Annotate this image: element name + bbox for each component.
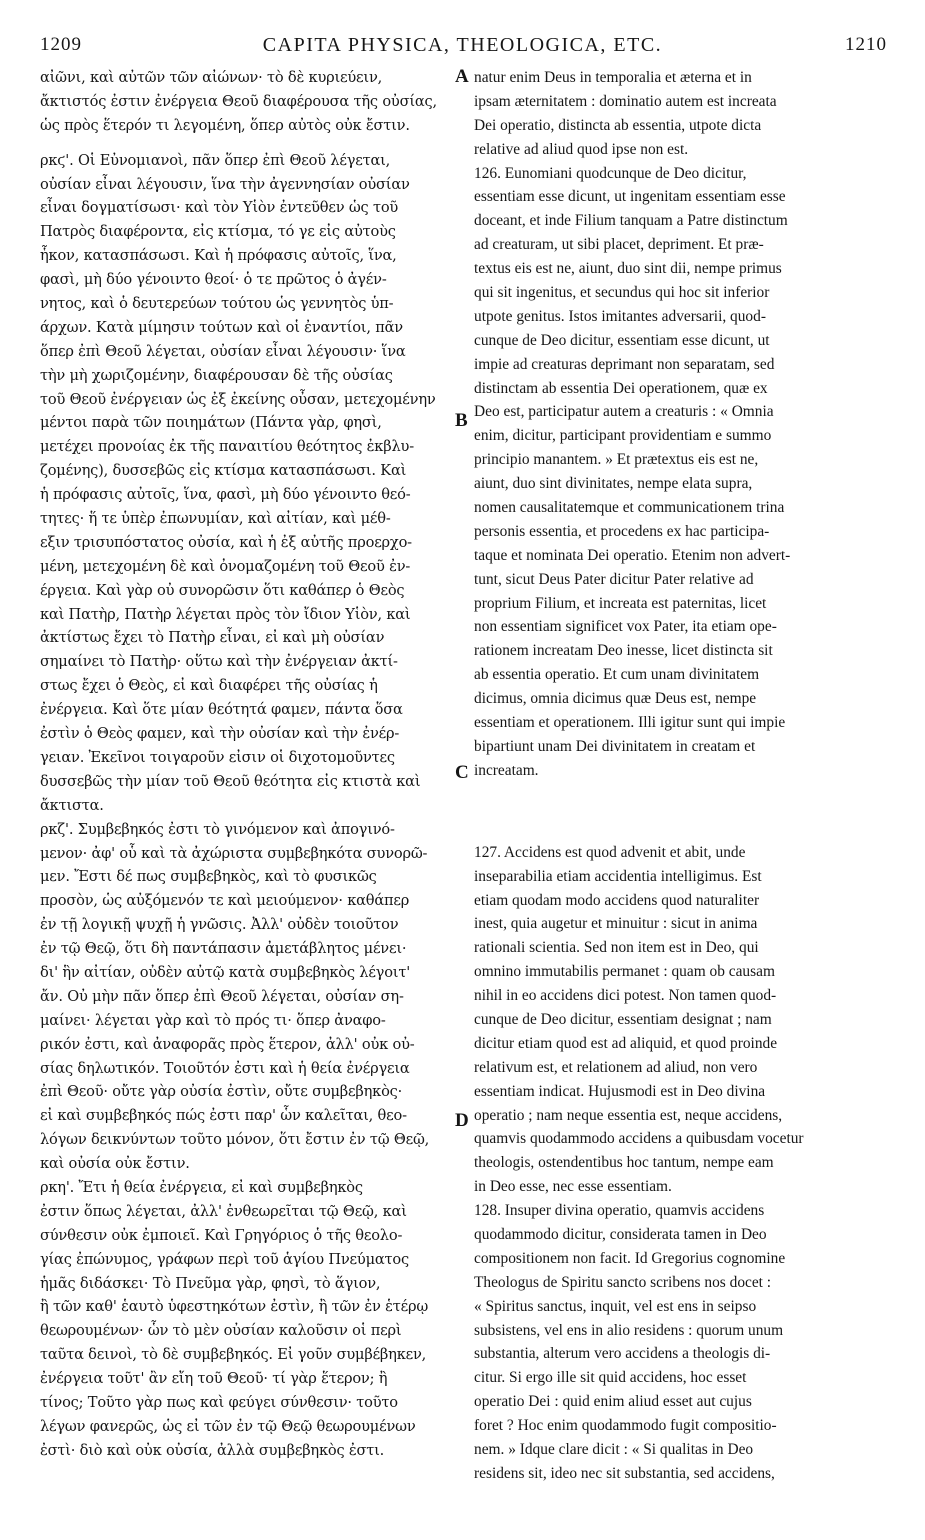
latin-text-line: rationem increatam Deo inesse, licet distincta sit	[474, 642, 773, 660]
latin-text-line: doceant, et inde Filium tanquam a Patre distinctum	[474, 212, 788, 230]
latin-text-line: utpote genitus. Istos imitantes adversarii, quod-	[474, 307, 766, 325]
latin-text-line: 126. Eunomiani quodcunque de Deo dicitur,	[474, 164, 747, 182]
greek-text-line: ταῦτα δεινοὶ, τὸ δὲ συμβεβηκός. Εἰ γοῦν συμβέβηκεν,	[40, 1346, 427, 1364]
greek-text-line: στως ἔχει ὁ Θεὸς, εἰ καὶ διαφέρει τῆς οὐσίας ἡ	[40, 677, 378, 695]
greek-text-line: σημαίνει τὸ Πατὴρ· οὕτω καὶ τὴν ἐνέργειαν ἀκτί-	[40, 653, 398, 671]
greek-text-line: τητες· ἥ τε ὑπὲρ ἐπωνυμίαν, καὶ αἰτίαν, καὶ μέθ-	[40, 510, 391, 528]
column-gap	[474, 783, 890, 841]
latin-text-line: quodammodo dicitur, considerata tamen in Deo	[474, 1225, 767, 1243]
greek-text-line: ἄν. Οὐ μὴν πᾶν ὅπερ ἐπὶ Θεοῦ λέγεται, οὐσίαν ση-	[40, 987, 404, 1005]
latin-text-line: compositionem non facit. Id Gregorius cognomine	[474, 1249, 786, 1267]
section-marker-c: C	[455, 762, 469, 783]
latin-text-line: taque et nominata Dei operatio. Etenim non advert-	[474, 546, 791, 564]
latin-text-line: quamvis quodammodo accidens a quibusdam vocetur	[474, 1130, 804, 1148]
greek-text-line: ἐπὶ Θεοῦ· οὔτε γὰρ οὐσία ἐστὶν, οὔτε συμβεβηκὸς·	[40, 1083, 403, 1101]
greek-text-line: μενον· ἀφ' οὗ καὶ τὰ ἀχώριστα συμβεβηκότα συνορῶ-	[40, 844, 428, 862]
greek-text-line: ἄκτιστα.	[40, 796, 104, 814]
greek-text-line: σύνθεσιν οὐκ ἐμποιεῖ. Καὶ Γρηγόριος ὁ τῆς θεολο-	[40, 1226, 403, 1244]
greek-text-line: εξιν τρισυπόστατος οὐσία, καὶ ἡ ἐξ αὐτῆς προερχο-	[40, 533, 412, 551]
greek-text-line: ἧκον, κατασπάσωσι. Καὶ ἡ πρόφασις αὐτοῖς, ἵνα,	[40, 247, 397, 265]
latin-text-line: inseparabilia etiam accidentia intelligimus. Est	[474, 867, 762, 885]
latin-text-line: inest, quia augetur et minuitur : sicut in anima	[474, 915, 758, 933]
latin-text-line: qui sit ingenitus, et secundus qui hoc sit inferior	[474, 284, 770, 302]
latin-text-line: Theologus de Spiritu sancto scribens nos docet :	[474, 1273, 772, 1291]
greek-text-line: ὡς πρὸς ἕτερόν τι λεγομένη, ὅπερ αὐτὸς οὐκ ἔστιν.	[40, 116, 410, 134]
latin-text-line: omnino immutabilis permanet : quam ob causam	[474, 963, 775, 981]
greek-text-line: τίνος; Τοῦτο γὰρ πως καὶ φεύγει σύνθεσιν· τοῦτο	[40, 1393, 398, 1411]
latin-text-line: nem. » Idque clare dicit : « Si qualitas in Deo	[474, 1440, 754, 1458]
greek-text-line: μαίνει· λέγεται γὰρ καὶ τὸ πρός τι· ὅπερ ἀναφο-	[40, 1011, 386, 1029]
latin-text-line: non essentiam significet vox Pater, ita etiam ope-	[474, 618, 777, 636]
greek-text-line: εἰ καὶ συμβεβηκός πώς ἐστι παρ' ὧν καλεῖται, θεο-	[40, 1107, 407, 1125]
greek-column	[40, 66, 458, 1463]
latin-text-line: tunt, sicut Deus Pater dicitur Pater relative ad	[474, 570, 754, 588]
greek-text-line: μεν. Ἔστι δέ πως συμβεβηκὸς, καὶ τὸ φυσικῶς	[40, 868, 377, 886]
latin-text-line: dicitur etiam quod est ad aliquid, et quod proinde	[474, 1034, 778, 1052]
latin-text-line: 127. Accidens est quod advenit et abit, unde	[474, 843, 746, 861]
greek-text-line: φασὶ, μὴ δύο γένοιντο θεοί· ὁ τε πρῶτος ὁ ἀγέν-	[40, 271, 387, 289]
greek-text-line: ρκϛ'. Οἱ Εὐνομιανοὶ, πᾶν ὅπερ ἐπὶ Θεοῦ λέγεται,	[40, 151, 391, 169]
greek-text-line: ἐστὶ· διὸ καὶ οὐκ οὐσία, ἀλλὰ συμβεβηκὸς ἐστι.	[40, 1441, 385, 1459]
greek-text-line: ἐστιν ὅπως λέγεται, ἀλλ' ἐνθεωρεῖται τῷ Θεῷ, καὶ	[40, 1202, 407, 1220]
greek-text-line: ἄκτιστός ἐστιν ἐνέργεια Θεοῦ διαφέρουσα τῆς οὐσίας,	[40, 92, 437, 110]
latin-text-line: theologis, ostendentibus hoc tantum, nempe eam	[474, 1154, 774, 1172]
greek-text-line: νητος, καὶ ὁ δευτερεύων τούτου ὡς γεννητὸς ὑπ-	[40, 295, 394, 313]
page-header	[0, 34, 925, 62]
latin-block-bottom	[474, 841, 890, 1486]
latin-text-line: nihil in eo accidens dici potest. Non tamen quod-	[474, 987, 777, 1005]
greek-text-line: ζομένης), δυσσεβῶς εἰς κτίσμα κατασπάσωσι. Καὶ	[40, 462, 407, 480]
greek-text-line: ρκζ'. Συμβεβηκός ἐστι τὸ γινόμενον καὶ ἀπογινό-	[40, 820, 395, 838]
latin-text-line: cunque de Deo dicitur, essentiam designat ; nam	[474, 1010, 772, 1028]
greek-text-line: ὅπερ ἐπὶ Θεοῦ λέγεται, οὐσίαν εἶναι λέγουσιν· ἵνα	[40, 342, 406, 360]
latin-text-line: nomen causalitatemque et communicationem trina	[474, 499, 785, 517]
latin-text-line: principio manantem. » Et prætextus eis est ne,	[474, 451, 759, 469]
latin-text-line: citur. Si ergo ille sit quid accidens, hoc esset	[474, 1369, 747, 1387]
section-marker-a: A	[455, 66, 469, 87]
latin-text-line: textus eis est ne, aiunt, duo sint dii, nempe primus	[474, 260, 782, 278]
greek-text-line: μέντοι παρὰ τῶν ποιημάτων (Πάντα γὰρ, φησὶ,	[40, 414, 382, 432]
latin-text-line: increatam.	[474, 761, 539, 779]
latin-text-line: foret ? Hoc enim quodammodo fugit compositio-	[474, 1417, 777, 1435]
latin-column	[474, 66, 890, 1486]
page-number-right: 1210	[845, 34, 887, 55]
paragraph-gap	[40, 138, 458, 149]
running-title: CAPITA PHYSICA, THEOLOGICA, ETC.	[262, 34, 663, 56]
greek-text-line: λόγων δεικνύντων τοῦτο μόνον, ὅτι ἔστιν ἐν τῷ Θεῷ,	[40, 1131, 430, 1149]
greek-text-line: έργεια. Καὶ γὰρ οὐ συνορῶσιν ὅτι καθάπερ ὁ Θεὸς	[40, 581, 405, 599]
greek-text-line: προσὸν, ὡς αὐξόμενόν τε καὶ μειούμενον· καθάπερ	[40, 892, 410, 910]
latin-text-line: operatio ; nam neque essentia est, neque accidens,	[474, 1106, 783, 1124]
latin-text-line: Deo est, participatur autem a creaturis : « Omnia	[474, 403, 774, 421]
greek-text-line: ρικόν ἐστι, καὶ ἀναφορᾶς πρὸς ἕτερον, ἀλλ' οὐκ οὐ-	[40, 1035, 415, 1053]
latin-text-line: relative ad aliud quod ipse non est.	[474, 140, 689, 158]
latin-text-line: personis essentia, et procedens ex hac participa-	[474, 522, 770, 540]
greek-text-line: δι' ἣν αἰτίαν, οὐδὲν αὐτῷ κατὰ συμβεβηκὸς λέγοιτ'	[40, 963, 411, 981]
greek-text-line: ἡ πρόφασις αὐτοῖς, ἵνα, φασὶ, μὴ δύο γένοιντο θεό-	[40, 486, 411, 504]
latin-text-line: « Spiritus sanctus, inquit, vel est ens in seipso	[474, 1297, 757, 1315]
latin-text-line: distinctam ab essentia Dei operationem, quæ ex	[474, 379, 768, 397]
greek-text-line: τοῦ Θεοῦ ἐνέργειαν ὡς ἐξ ἐκείνης οὖσαν, μετεχομένην	[40, 390, 436, 408]
greek-text-line: ἐστὶν ὁ Θεὸς φαμεν, καὶ τὴν οὐσίαν καὶ τὴν ἐνέρ-	[40, 725, 400, 743]
greek-text-line: καὶ Πατὴρ, Πατὴρ λέγεται πρὸς τὸν ἴδιον Υἱὸν, καὶ	[40, 605, 411, 623]
greek-text-line: τὴν μὴ χωριζομένην, διαφέρουσαν δὲ τῆς οὐσίας	[40, 366, 393, 384]
latin-text-line: impie ad creaturas deprimant non separatam, sed	[474, 355, 775, 373]
latin-text-line: essentiam indicat. Hujusmodi est in Deo divina	[474, 1082, 766, 1100]
greek-text-line: ἀκτίστως ἔχει τὸ Πατὴρ εἶναι, εἰ καὶ μὴ οὐσίαν	[40, 629, 385, 647]
greek-text-line: θεωρουμένων· ὧν τὸ μὲν οὐσίαν καλοῦσιν οἱ περὶ	[40, 1322, 402, 1340]
greek-text-line: ἢ τῶν καθ' ἑαυτὸ ὑφεστηκότων ἐστὶν, ἢ τῶν ἐν ἑτέρῳ	[40, 1298, 429, 1316]
latin-text-line: etiam quodam modo accidens quod naturaliter	[474, 891, 760, 909]
latin-text-line: substantia, alterum vero accidens a theologis di-	[474, 1345, 771, 1363]
latin-text-line: Dei operatio, distincta ab essentia, utpote dicta	[474, 116, 762, 134]
greek-text-line: αἰῶνι, καὶ αὐτῶν τῶν αἰώνων· τὸ δὲ κυριεύειν,	[40, 69, 383, 86]
greek-text-line: οὐσίαν εἶναι λέγουσιν, ἵνα τὴν ἀγεννησίαν οὐσίαν	[40, 175, 410, 193]
latin-text-line: enim, dicitur, participant providentiam e summo	[474, 427, 772, 445]
greek-text-line: λέγων φανερῶς, ὡς εἰ τῶν ἐν τῷ Θεῷ θεωρουμένων	[40, 1417, 416, 1435]
latin-text-line: aiunt, duo sint divinitates, nempe elata supra,	[474, 475, 753, 493]
greek-text-line: μετέχει προνοίας ἐκ τῆς παναιτίου θεότητος ἐκβλυ-	[40, 438, 414, 456]
latin-text-line: bipartiunt unam Dei divinitatem in creatam et	[474, 737, 756, 755]
greek-text-line: ἡμᾶς διδάσκει· Τὸ Πνεῦμα γὰρ, φησὶ, τὸ ἅγιον,	[40, 1274, 381, 1292]
latin-block-top	[474, 66, 890, 783]
latin-text-line: operatio Dei : quid enim aliud esset aut cujus	[474, 1393, 752, 1411]
latin-text-line: in Deo esse, nec esse essentiam.	[474, 1178, 672, 1196]
greek-text-line: μένη, μετεχομένη δὲ καὶ ὀνομαζομένη τοῦ Θεοῦ ἐν-	[40, 557, 411, 575]
greek-text-line: γίας ἐπώνυμος, γράφων περὶ τοῦ ἁγίου Πνεύματος	[40, 1250, 409, 1268]
latin-text-line: subsistens, vel ens in alio residens : quorum unum	[474, 1321, 784, 1339]
greek-text-line: ἐν τῷ Θεῷ, ὅτι δὴ παντάπασιν ἀμετάβλητος μένει·	[40, 940, 407, 958]
greek-text-line: γειαν. Ἐκεῖνοι τοιγαροῦν εἰσιν οἱ διχοτομοῦντες	[40, 748, 395, 766]
section-marker-b: B	[455, 410, 468, 431]
latin-text-line: essentiam esse dicunt, ut ingenitam essentiam esse	[474, 188, 786, 206]
page-number-left: 1209	[40, 34, 82, 55]
latin-text-line: 128. Insuper divina operatio, quamvis accidens	[474, 1202, 765, 1220]
latin-text-line: cunque de Deo dicitur, essentiam esse dicunt, ut	[474, 331, 770, 349]
latin-text-line: ab essentia operatio. Et cum unam divinitatem	[474, 666, 760, 684]
latin-text-line: relativum est, et relationem ad aliud, non vero	[474, 1058, 758, 1076]
latin-text-line: rationali scientia. Sed non item est in Deo, qui	[474, 939, 759, 957]
greek-text-line: ἐν τῇ λογικῇ ψυχῇ ἡ γνῶσις. Ἀλλ' οὐδὲν τοιοῦτον	[40, 916, 399, 934]
section-marker-d: D	[455, 1110, 469, 1131]
latin-text-line: ipsam æternitatem : dominatio autem est increata	[474, 92, 777, 110]
latin-text-line: natur enim Deus in temporalia et æterna et in	[474, 69, 752, 86]
latin-text-line: residens sit, ideo nec sit substantia, sed accidens,	[474, 1464, 775, 1482]
greek-text-line: καὶ οὐσία οὐκ ἔστιν.	[40, 1155, 190, 1173]
latin-text-line: ad creaturam, ut sibi placet, depriment. Et præ-	[474, 236, 764, 254]
latin-text-line: proprium Filium, et increata est paternitas, licet	[474, 594, 767, 612]
greek-text-line: σίας δηλωτικόν. Τοιοῦτόν ἐστι καὶ ἡ θεία ἐνέργεια	[40, 1059, 410, 1077]
greek-text-line: ἐνέργεια τοῦτ' ἂν εἴη τοῦ Θεοῦ· τί γὰρ ἕτερον; ἢ	[40, 1370, 388, 1388]
latin-text-line: essentiam et operationem. Illi igitur sunt qui impie	[474, 714, 786, 732]
greek-text-line: Πατρὸς διαφέροντα, εἰς κτίσμα, τό γε εἰς αὐτοὺς	[40, 223, 396, 241]
greek-text-line: ἐνέργεια. Καὶ ὅτε μίαν θεότητά φαμεν, πάντα ὅσα	[40, 701, 403, 719]
greek-text-line: εἶναι δογματίσωσι· καὶ τὸν Υἱὸν ἐντεῦθεν ὡς τοῦ	[40, 199, 399, 217]
greek-text-line: ρκη'. Ἔτι ἡ θεία ἐνέργεια, εἰ καὶ συμβεβηκὸς	[40, 1178, 363, 1196]
latin-text-line: dicimus, omnia dicimus quæ Deus est, nempe	[474, 690, 757, 708]
greek-text-line: άρχων. Κατὰ μίμησιν τούτων καὶ οἱ ἐναντίοι, πᾶν	[40, 318, 403, 336]
greek-text-line: δυσσεβῶς τὴν μίαν τοῦ Θεοῦ θεότητα εἰς κτιστὰ καὶ	[40, 772, 421, 790]
